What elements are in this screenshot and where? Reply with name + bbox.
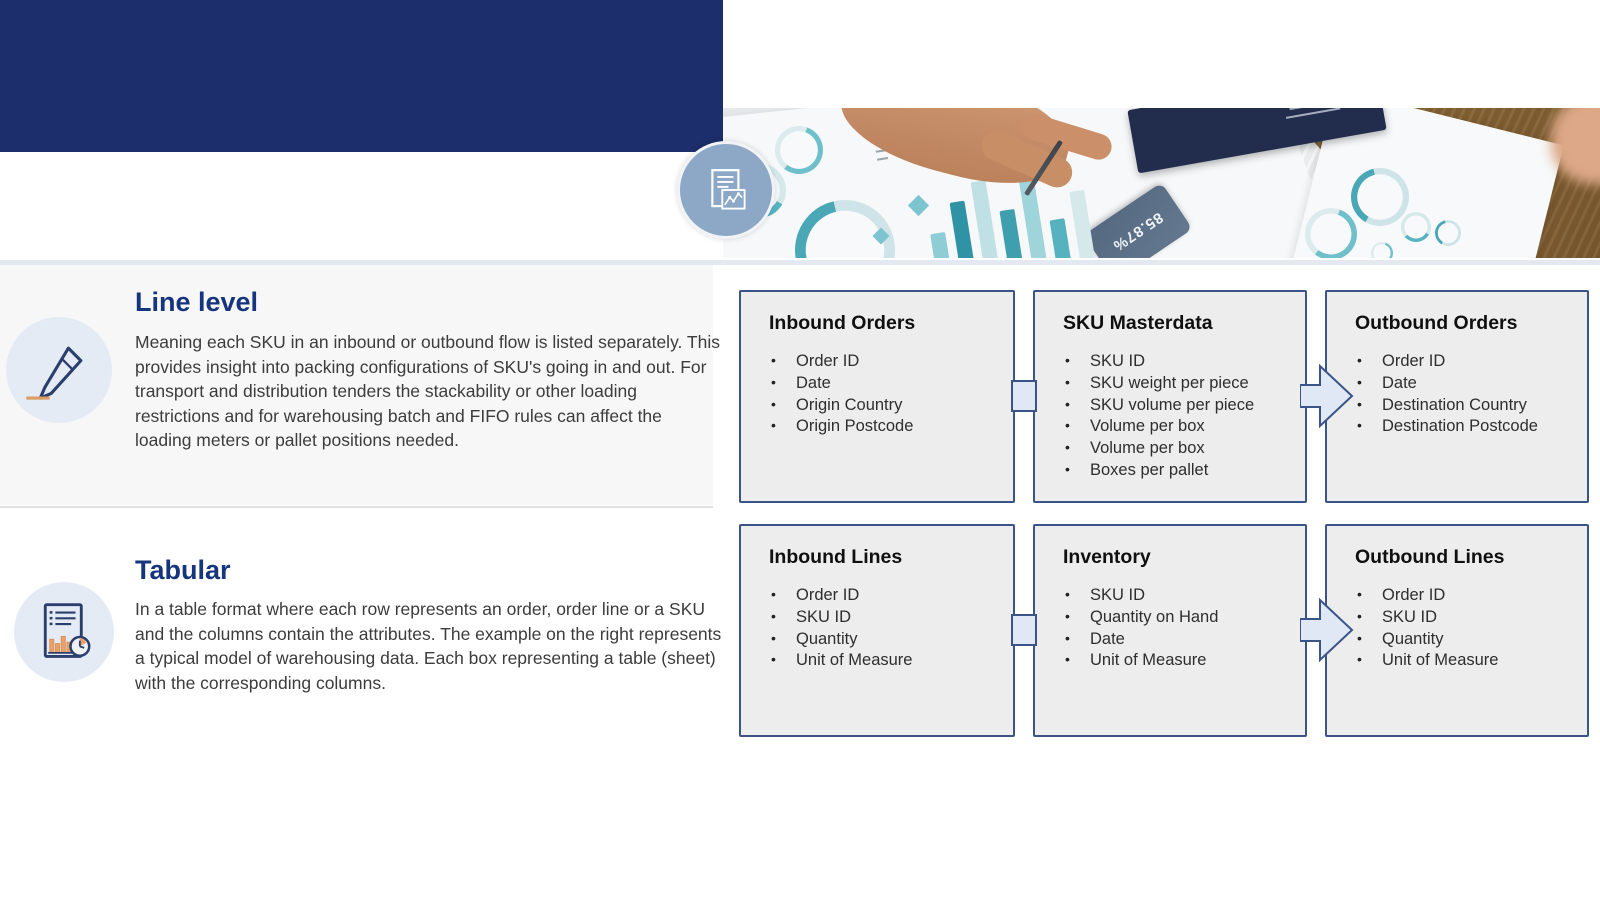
right-arrow: [1300, 364, 1354, 428]
bullet-item: • Date: [1357, 373, 1417, 392]
photo-donut-chart: [1351, 168, 1409, 226]
bullet-item: • SKU ID: [1065, 586, 1146, 604]
diagram-box-inventory: [1033, 524, 1307, 737]
box-title: Inbound Lines: [769, 546, 903, 568]
bullet-item: • Origin Postcode: [771, 417, 914, 436]
bullet-item: • Quantity: [771, 629, 858, 648]
bullet-item: • Quantity: [1357, 629, 1444, 648]
bullet-item: • Volume per box: [1065, 417, 1205, 436]
bullet-item: • Unit of Measure: [1065, 651, 1207, 670]
box-item-list: [1327, 351, 1587, 438]
photo-donut-chart: [1305, 208, 1357, 258]
box-title: SKU Masterdata: [1063, 312, 1213, 334]
bullet-item: • Unit of Measure: [1357, 651, 1499, 670]
box-title: Outbound Lines: [1355, 546, 1505, 568]
header-photo: [723, 108, 1600, 258]
right-arrow: [1300, 598, 1354, 662]
pencil-icon: [6, 317, 112, 423]
header-band: [0, 0, 723, 243]
bullet-item: • SKU ID: [771, 607, 852, 626]
diagram-box-sku-masterdata: [1033, 290, 1307, 503]
box-title: Outbound Orders: [1355, 312, 1518, 334]
section-body-tabular: In a table format where each row represents an order, order line or a SKU and the columns contain the attributes. The example on the right represents a typical model of warehousing data. Each box representing a table (sheet) with the corresponding columns.: [135, 599, 722, 693]
bullet-item: • Quantity on Hand: [1065, 607, 1219, 626]
section-body-line-level: Meaning each SKU in an inbound or outbound flow is listed separately. This provides insight into packing configurations of SKU's going in and out. For transport and distribution tenders the stackability or other loading restrictions and for warehousing batch and FIFO rules can affect the loading meters or pallet positions needed.: [135, 332, 720, 450]
photo-donut-chart: [1371, 242, 1393, 258]
section-heading-tabular: Tabular: [135, 555, 231, 585]
report-chart-icon: [677, 141, 775, 239]
box-item-list: [1035, 585, 1305, 672]
report-list-clock-icon: [14, 582, 114, 682]
photo-donut-chart: [1401, 212, 1431, 242]
bullet-item: • SKU ID: [1357, 607, 1438, 626]
bullet-item: • Order ID: [1357, 586, 1446, 604]
section-divider: [0, 506, 713, 508]
bullet-item: • Order ID: [771, 586, 860, 604]
section-heading-line-level: Line level: [135, 287, 259, 317]
bullet-item: • Destination Postcode: [1357, 417, 1538, 436]
photo-donut-chart: [1435, 220, 1461, 246]
bullet-item: • SKU ID: [1065, 352, 1146, 370]
diagram-box-outbound-lines: [1325, 524, 1589, 737]
header-underline: [0, 260, 1600, 265]
bullet-item: • Unit of Measure: [771, 651, 913, 670]
diagram-box-inbound-orders: [739, 290, 1015, 503]
bullet-item: • Origin Country: [771, 395, 903, 414]
pencil-icon-svg: [20, 331, 98, 409]
page-title: Basic rules for organizing data on logistics information:: [36, 169, 503, 243]
bullet-item: • Order ID: [771, 352, 860, 370]
diagram-box-inbound-lines: [739, 524, 1015, 737]
report-list-clock-icon-svg: [28, 596, 100, 668]
box-item-list: [1327, 585, 1587, 672]
connector-rectangle: [1011, 380, 1037, 412]
bullet-item: • Volume per box: [1065, 439, 1205, 458]
report-chart-icon-svg: [695, 159, 757, 221]
bullet-item: • Date: [771, 373, 831, 392]
bullet-item: • SKU weight per piece: [1065, 373, 1249, 392]
photo-donut-chart: [775, 126, 823, 174]
connector-rectangle: [1011, 614, 1037, 646]
box-item-list: [1035, 351, 1305, 482]
bullet-item: • SKU volume per piece: [1065, 395, 1255, 414]
box-item-list: [741, 585, 1013, 672]
bullet-item: • Date: [1065, 629, 1125, 648]
box-title: Inbound Orders: [769, 312, 916, 334]
bullet-item: • Destination Country: [1357, 395, 1527, 414]
bullet-item: • Boxes per pallet: [1065, 460, 1209, 479]
box-item-list: [741, 351, 1013, 438]
box-title: Inventory: [1063, 546, 1151, 568]
diagram-box-outbound-orders: [1325, 290, 1589, 503]
bullet-item: • Order ID: [1357, 352, 1446, 370]
photo-percentage-text: 85.87%: [1109, 209, 1167, 255]
